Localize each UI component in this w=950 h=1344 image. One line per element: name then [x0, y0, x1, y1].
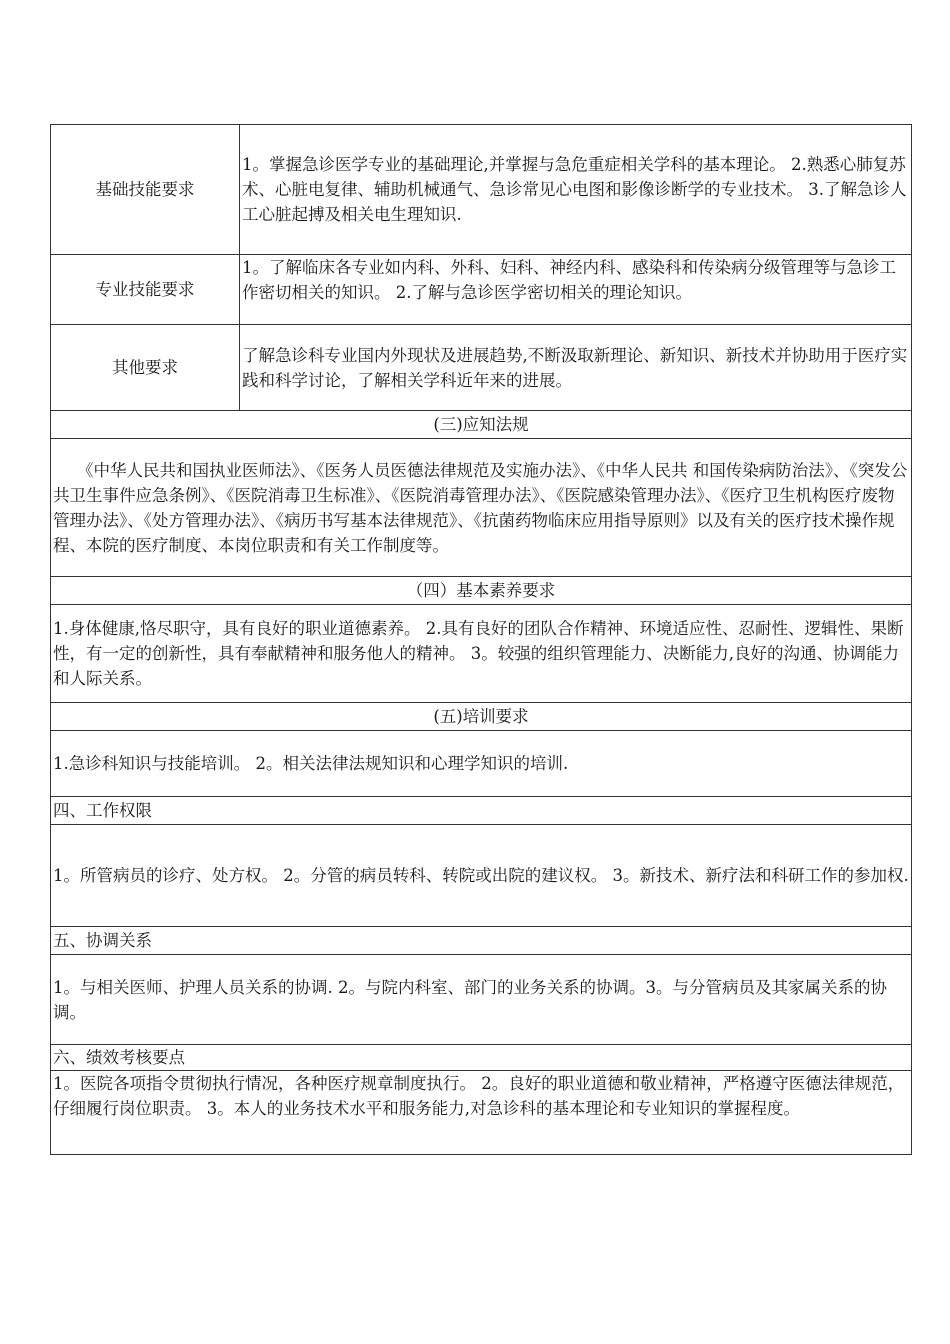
section-title-training: (五)培训要求 [51, 703, 912, 731]
table-row [51, 825, 912, 927]
table-row [51, 125, 912, 255]
table-row [51, 255, 912, 325]
section-text-training: 1.急诊科知识与技能培训。 2。相关法律法规知识和心理学知识的培训. [51, 731, 912, 797]
row-label-basic-skills: 基础技能要求 [51, 125, 240, 255]
section-text-performance: 1。医院各项指令贯彻执行情况，各种医疗规章制度执行。 2。良好的职业道德和敬业精神，严格遵守医德法律规范，仔细履行岗位职责。 3。本人的业务技术水平和服务能力,对急诊科的基本理论和专业知识的掌握程度。 [51, 1071, 912, 1155]
table-row [51, 325, 912, 411]
table-row [51, 439, 912, 577]
section-title-laws: (三)应知法规 [51, 411, 912, 439]
section-text-laws: 《中华人民共和国执业医师法》、《医务人员医德法律规范及实施办法》、《中华人民共 和国传染病防治法》、《突发公共卫生事件应急条例》、《医院消毒卫生标准》、《医院消毒管理办法》、《医院感染管理办法》、《医疗卫生机构医疗废物管理办法》、《处方管理办法》、《病历书写基本法律规范》、《抗菌药物临床应用指导原则》以及有关的医疗技术操作规程、本院的医疗制度、本岗位职责和有关工作制度等。 [51, 439, 912, 577]
table-row [51, 797, 912, 825]
table-row [51, 411, 912, 439]
job-description-document [50, 124, 912, 1155]
section-text-coordination: 1。与相关医师、护理人员关系的协调. 2。与院内科室、部门的业务关系的协调。3。与分管病员及其家属关系的协调。 [51, 955, 912, 1045]
section-text-qualities: 1.身体健康,恪尽职守，具有良好的职业道德素养。 2.具有良好的团队合作精神、环境适应性、忍耐性、逻辑性、果断性，有一定的创新性，具有奉献精神和服务他人的精神。 3。较强的组织管理能力、决断能力,良好的沟通、协调能力和人际关系。 [51, 605, 912, 703]
table-row [51, 605, 912, 703]
section-title-authority: 四、工作权限 [51, 797, 912, 825]
table-row [51, 703, 912, 731]
row-text-professional-skills: 1。了解临床各专业如内科、外科、妇科、神经内科、感染科和传染病分级管理等与急诊工作密切相关的知识。 2.了解与急诊医学密切相关的理论知识。 [240, 255, 912, 325]
table-row [51, 1071, 912, 1155]
requirements-table [50, 124, 912, 1155]
table-row [51, 731, 912, 797]
row-text-other-requirements: 了解急诊科专业国内外现状及进展趋势,不断汲取新理论、新知识、新技术并协助用于医疗实践和科学讨论，了解相关学科近年来的进展。 [240, 325, 912, 411]
section-text-authority: 1。所管病员的诊疗、处方权。 2。分管的病员转科、转院或出院的建议权。 3。新技术、新疗法和科研工作的参加权. [51, 825, 912, 927]
section-title-coordination: 五、协调关系 [51, 927, 912, 955]
row-label-other-requirements: 其他要求 [51, 325, 240, 411]
section-title-performance: 六、绩效考核要点 [51, 1045, 912, 1071]
table-row [51, 577, 912, 605]
row-label-professional-skills: 专业技能要求 [51, 255, 240, 325]
table-row [51, 927, 912, 955]
row-text-basic-skills: 1。掌握急诊医学专业的基础理论,并掌握与急危重症相关学科的基本理论。 2.熟悉心肺复苏术、心脏电复律、辅助机械通气、急诊常见心电图和影像诊断学的专业技术。 3.了解急诊人工心脏起搏及相关电生理知识. [240, 125, 912, 255]
table-row [51, 955, 912, 1045]
table-row [51, 1045, 912, 1071]
section-title-qualities: （四）基本素养要求 [51, 577, 912, 605]
